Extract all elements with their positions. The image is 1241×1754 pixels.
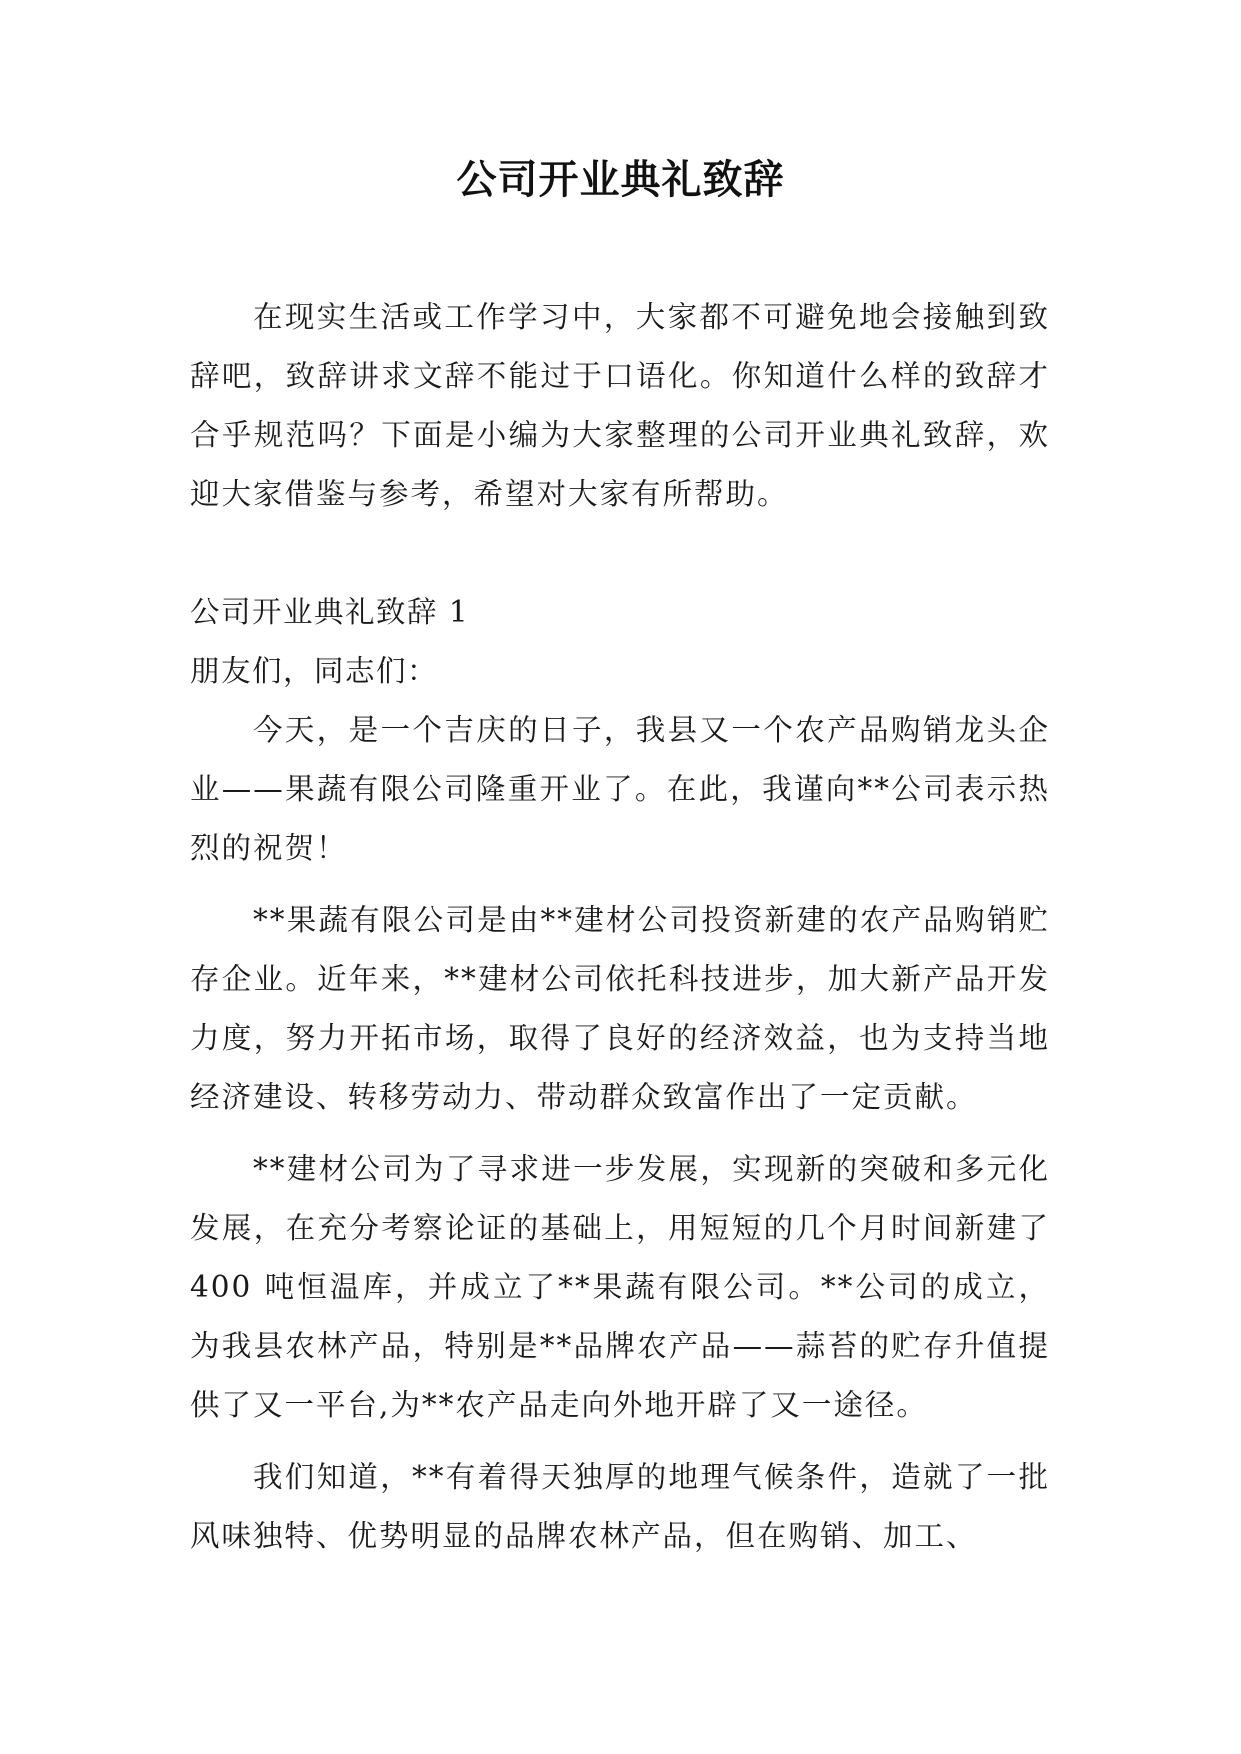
body-paragraph: **建材公司为了寻求进一步发展，实现新的突破和多元化发展，在充分考察论证的基础上，用短短的几个月时间新建了 400 吨恒温库，并成立了**果蔬有限公司。**公司的成立，为我县农林产品，特别是**品牌农产品——蒜苔的贮存升值提供了又一平台,为**农产品走向外地开辟了又一途径。 xyxy=(190,1152,1050,1422)
document-body xyxy=(190,288,1050,1579)
intro-paragraph: 在现实生活或工作学习中，大家都不可避免地会接触到致辞吧，致辞讲求文辞不能过于口语化。你知道什么样的致辞才合乎规范吗？下面是小编为大家整理的公司开业典礼致辞，欢迎大家借鉴与参考，希望对大家有所帮助。 xyxy=(190,300,1050,511)
document-title: 公司开业典礼致辞 xyxy=(456,156,785,203)
salutation: 朋友们，同志们： xyxy=(190,654,439,688)
body-paragraph: 我们知道，**有着得天独厚的地理气候条件，造就了一批风味独特、优势明显的品牌农林产品，但在购销、加工、 xyxy=(190,1460,1050,1553)
body-paragraph: 今天，是一个吉庆的日子，我县又一个农产品购销龙头企业——果蔬有限公司隆重开业了。在此，我谨向**公司表示热烈的祝贺！ xyxy=(190,713,1050,865)
section-heading: 公司开业典礼致辞 1 xyxy=(190,595,470,629)
body-paragraph: **果蔬有限公司是由**建材公司投资新建的农产品购销贮存企业。近年来，**建材公司依托科技进步，加大新产品开发力度，努力开拓市场，取得了良好的经济效益，也为支持当地经济建设、转移劳动力、带动群众致富作出了一定贡献。 xyxy=(190,903,1050,1114)
